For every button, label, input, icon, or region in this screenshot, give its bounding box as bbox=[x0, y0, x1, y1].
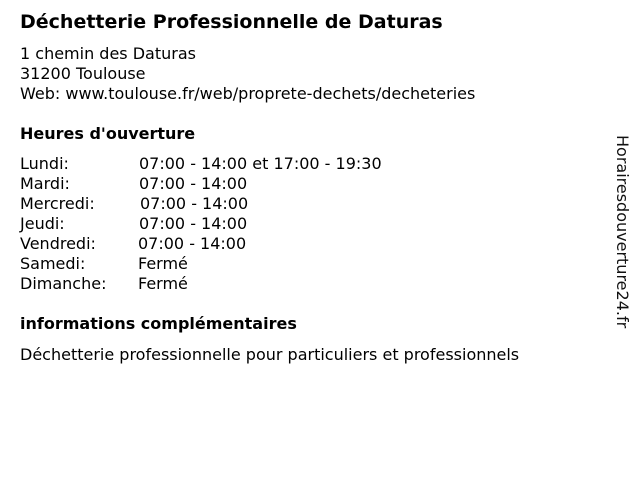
day-label: Dimanche: bbox=[20, 274, 107, 293]
day-label: Samedi: bbox=[20, 254, 86, 273]
address-street: 1 chemin des Daturas bbox=[20, 44, 196, 63]
day-label: Vendredi: bbox=[20, 234, 96, 253]
time-value: 07:00 - 14:00 bbox=[138, 234, 247, 253]
time-value: Fermé bbox=[138, 254, 188, 273]
time-value: 07:00 - 14:00 bbox=[139, 214, 248, 233]
business-name: Déchetterie Professionnelle de Daturas bbox=[20, 11, 443, 33]
additional-info-heading: informations complémentaires bbox=[20, 314, 297, 333]
time-value: 07:00 - 14:00 bbox=[140, 194, 249, 213]
day-label: Mercredi: bbox=[20, 194, 95, 213]
time-value: 07:00 - 14:00 bbox=[139, 174, 248, 193]
time-value: 07:00 - 14:00 et 17:00 - 19:30 bbox=[139, 154, 382, 173]
site-watermark: Horairesdouverture24.fr bbox=[613, 135, 632, 329]
day-label: Mardi: bbox=[20, 174, 70, 193]
time-value: Fermé bbox=[138, 274, 188, 293]
day-label: Lundi: bbox=[20, 154, 69, 173]
website-link[interactable]: Web: www.toulouse.fr/web/proprete-dechets/decheteries bbox=[20, 84, 476, 103]
additional-info-text: Déchetterie professionnelle pour particuliers et professionnels bbox=[20, 345, 520, 364]
address-block bbox=[20, 44, 475, 104]
day-label: Jeudi: bbox=[20, 214, 65, 233]
address-city: 31200 Toulouse bbox=[20, 64, 146, 83]
opening-hours-heading: Heures d'ouverture bbox=[20, 124, 196, 143]
